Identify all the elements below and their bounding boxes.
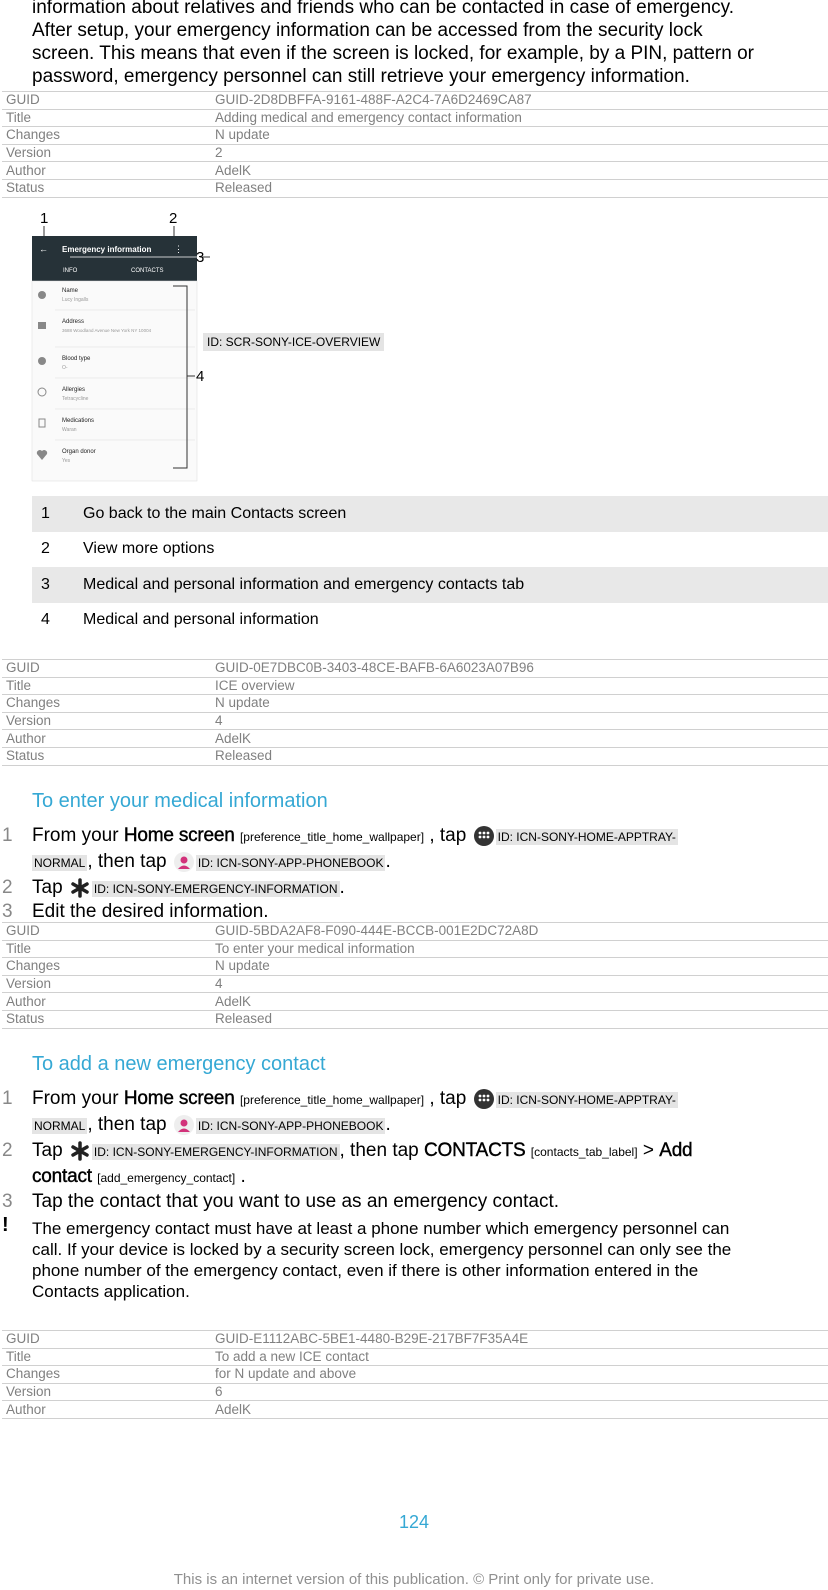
- svg-text:Waran: Waran: [62, 427, 77, 433]
- table-row: Author AdelK: [2, 730, 828, 748]
- intro-line: After setup, your emergency information can be accessed from the security lock: [32, 20, 703, 41]
- image-id-label: ID: SCR-SONY-ICE-OVERVIEW: [203, 333, 384, 351]
- table-row: 2 View more options: [41, 540, 215, 558]
- svg-text:Tetracycline: Tetracycline: [62, 396, 89, 402]
- svg-text:3688 Woodland Avenue New York: 3688 Woodland Avenue New York NY 10004: [62, 328, 152, 333]
- warning-icon: !: [2, 1214, 9, 1236]
- callout-4: 4: [196, 368, 205, 385]
- table-row: Title ICE overview: [2, 677, 828, 695]
- table-row: Changes for N update and above: [2, 1366, 828, 1384]
- intro-line: password, emergency personnel can still retrieve your emergency information.: [32, 66, 690, 87]
- table-row: Title Adding medical and emergency contact information: [2, 109, 828, 127]
- svg-text:Allergies: Allergies: [62, 387, 86, 393]
- table-row: 1 Go back to the main Contacts screen: [32, 496, 828, 532]
- page-number: 124: [398, 1512, 430, 1532]
- table-row: Status Released: [2, 1010, 828, 1028]
- table-row: Status Released: [2, 179, 828, 197]
- svg-text:Address: Address: [62, 319, 85, 325]
- table-row: GUID GUID-5BDA2AF8-F090-444E-BCCB-001E2DC72A8D: [2, 923, 828, 941]
- more-options-icon: ⋮: [174, 244, 183, 254]
- table-row: Version 4: [2, 712, 828, 730]
- intro-paragraph: [32, 0, 828, 88]
- svg-text:O-: O-: [62, 365, 68, 371]
- table-row: Version 4: [2, 975, 828, 993]
- table-row: GUID GUID-2D8DBFFA-9161-488F-A2C4-7A6D2469CA87: [2, 92, 828, 110]
- svg-text:Blood type: Blood type: [62, 356, 91, 362]
- emergency-info-screenshot: [30, 208, 220, 483]
- table-row: 3 Medical and personal information and emergency contacts tab: [32, 567, 828, 603]
- table-row: Version 2: [2, 144, 828, 162]
- table-row: Author AdelK: [2, 993, 828, 1011]
- callout-3: 3: [196, 249, 205, 266]
- back-arrow-icon: ←: [39, 244, 48, 254]
- table-row: Author AdelK: [2, 162, 828, 180]
- metadata-table: [2, 659, 828, 766]
- table-row: GUID GUID-E1112ABC-5BE1-4480-B29E-217BF7F35A4E: [2, 1331, 828, 1349]
- note-paragraph: The emergency contact must have at least a phone number which emergency personnel can call. If your device is locked by a security screen lock, emergency personnel can only see the phone number of the emergency contact, even if there is other information entered in the Contacts application.: [32, 1219, 732, 1301]
- svg-text:Organ donor: Organ donor: [62, 449, 96, 455]
- table-row: Changes N update: [2, 695, 828, 713]
- section-title: To add a new emergency contact: [32, 1053, 326, 1075]
- table-row: Version 6: [2, 1383, 828, 1401]
- metadata-table: [2, 1330, 828, 1419]
- table-row: 4 Medical and personal information: [41, 611, 319, 629]
- svg-text:Medications: Medications: [62, 418, 95, 424]
- table-row: Status Released: [2, 747, 828, 765]
- footer-note: This is an internet version of this publication. © Print only for private use.: [173, 1571, 655, 1588]
- tab-contacts: CONTACTS: [131, 268, 164, 274]
- svg-text:Lucy Ingalls: Lucy Ingalls: [62, 297, 89, 303]
- figure-legend: [32, 496, 828, 638]
- table-row: Author AdelK: [2, 1401, 828, 1419]
- svg-text:Yes: Yes: [62, 458, 71, 464]
- emergency-asterisk-icon: [70, 878, 90, 898]
- table-row: Changes N update: [2, 958, 828, 976]
- table-row: Changes N update: [2, 127, 828, 145]
- metadata-table: [2, 922, 828, 1029]
- intro-line: information about relatives and friends who can be contacted in case of emergency.: [32, 0, 734, 18]
- callout-2: 2: [169, 210, 178, 227]
- table-row: Title To add a new ICE contact: [2, 1348, 828, 1366]
- intro-line: screen. This means that even if the screen is locked, for example, by a PIN, pattern or: [32, 43, 754, 64]
- emergency-asterisk-icon: [70, 1141, 90, 1161]
- screen-title: Emergency information: [62, 245, 152, 254]
- callout-1: 1: [40, 210, 49, 227]
- app-tray-icon: [474, 826, 494, 846]
- app-tray-icon: [474, 1089, 494, 1109]
- svg-text:Name: Name: [62, 288, 79, 294]
- metadata-table: [2, 91, 828, 198]
- table-row: GUID GUID-0E7DBC0B-3403-48CE-BAFB-6A6023A07B96: [2, 660, 828, 678]
- table-row: Title To enter your medical information: [2, 940, 828, 958]
- section-title: To enter your medical information: [32, 790, 328, 812]
- phonebook-icon: [174, 1115, 194, 1135]
- phonebook-icon: [174, 852, 194, 872]
- tab-info: INFO: [63, 268, 78, 274]
